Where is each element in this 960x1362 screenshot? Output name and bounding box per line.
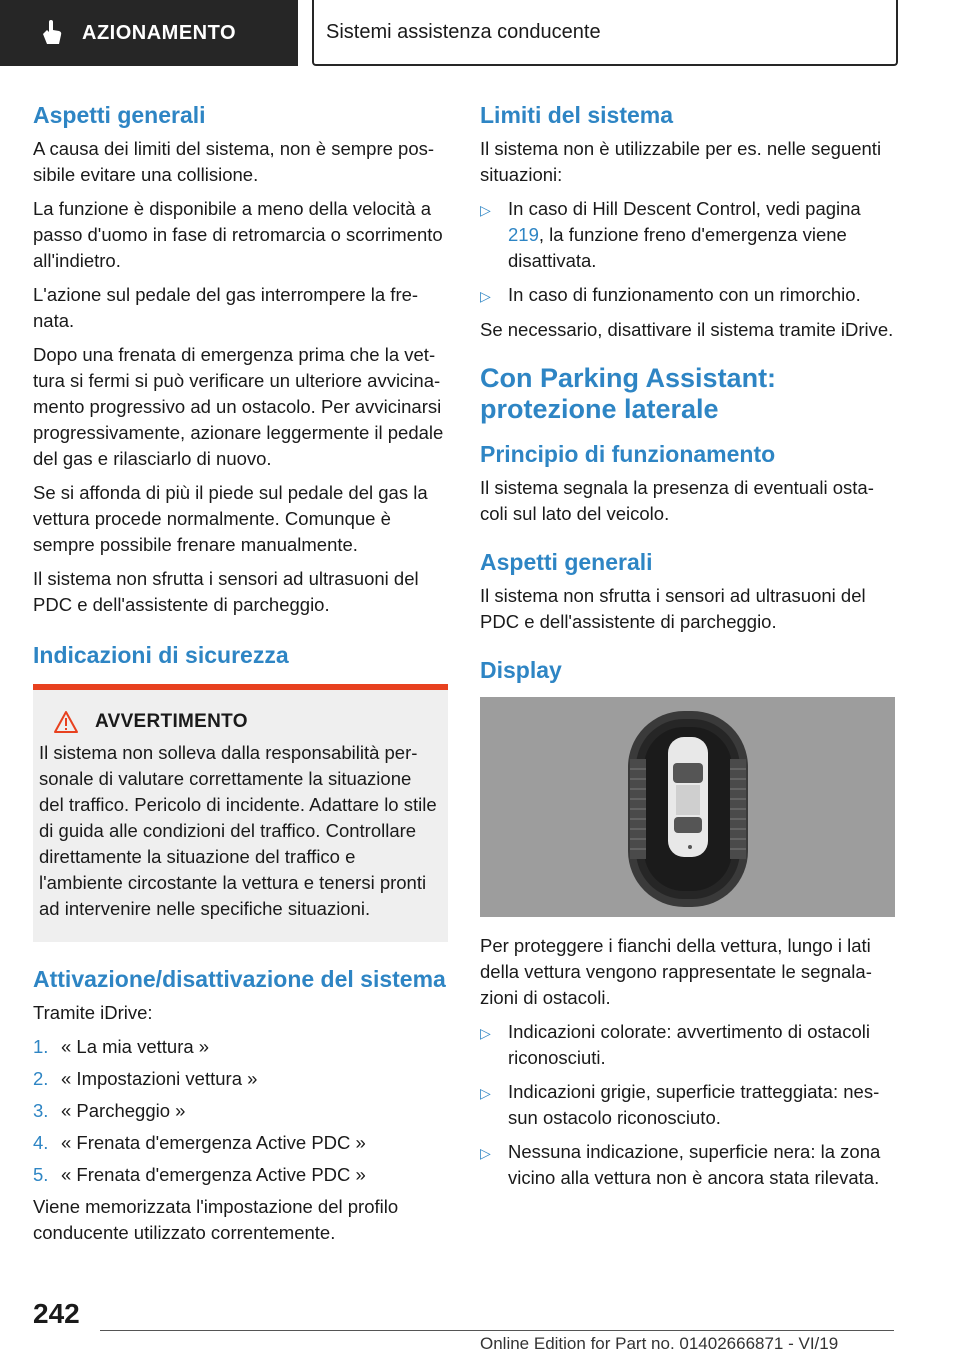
paragraph: Viene memorizzata l'impostazione del profilo conducente utilizzato correntemente. [33,1196,399,1243]
list-item [480,1019,895,1071]
heading-general-2: Aspetti generali [480,549,653,575]
list-item [480,196,895,274]
warning-title: AVVERTIMENTO [95,711,248,732]
triangle-bullet-icon: ▷ [480,1085,491,1101]
heading-general: Aspetti generali [33,102,206,128]
step-number: 4. [33,1132,49,1153]
page-number: 242 [33,1298,80,1329]
list-item [33,1130,448,1156]
text-fragment: , la funzione freno d'emergenza viene disattivata. [508,224,847,271]
paragraph: Il sistema non sfrutta i sensori ad ultrasuoni del PDC e dell'assistente di parcheggio. [480,585,866,632]
list-item-text: Nessuna indicazione, superficie nera: la zona vicino alla vettura non è ancora stata rilevata. [508,1141,881,1188]
paragraph: La funzione è disponibile a meno della velocità a passo d'uomo in fase di retromarcia o scorrimento all'indietro. [33,198,443,271]
list-item [480,1079,895,1131]
triangle-bullet-icon: ▷ [480,202,491,218]
section-title: Sistemi assistenza conducente [326,20,601,43]
paragraph: Se si affonda di più il piede sul pedale del gas la vettura procede normalmente. Comunque è sempre possibile frenare manualmente. [33,482,428,555]
activation-intro: Tramite iDrive: [33,1002,153,1023]
text-fragment: In caso di Hill Descent Control, vedi pagina [508,198,861,219]
list-item [33,1162,448,1188]
list-item [33,1066,448,1092]
heading-activation: Attivazione/disattivazione del sistema [33,966,446,992]
paragraph: Il sistema non sfrutta i sensori ad ultrasuoni del PDC e dell'assistente di parcheggio. [33,568,419,615]
list-item [480,282,895,309]
warning-triangle-icon [53,710,79,734]
step-number: 2. [33,1068,49,1089]
list-item-text [508,196,895,274]
heading-safety: Indicazioni di sicurezza [33,642,289,668]
heading-parking: Con Parking Assistant: protezione laterale [480,363,777,424]
paragraph: Per proteggere i fianchi della vettura, lungo i lati della vettura vengono rappresentate le segnalazioni di ostacoli. [480,935,872,1008]
list-item-text: Indicazioni colorate: avvertimento di ostacoli riconosciuti. [508,1021,870,1068]
warning-text: Il sistema non solleva dalla responsabilità personale di valutare correttamente la situazione del traffico. Pericolo di incidente. Adattare lo stile di guida alle condizioni del traffico. Controllare direttamente la situazione del traffico e l'ambiente circostante la vettura e tenersi pronti ad intervenire nelle specifiche situazioni. [39,742,437,919]
heading-display: Display [480,657,562,683]
paragraph: Se necessario, disattivare il sistema tramite iDrive. [480,319,894,340]
chapter-tab [0,0,298,66]
activation-steps [33,1034,448,1188]
list-item [480,1139,895,1191]
paragraph: Il sistema segnala la presenza di eventuali ostacoli sul lato del veicolo. [480,477,874,524]
triangle-bullet-icon: ▷ [480,1145,491,1161]
step-text: « Frenata d'emergenza Active PDC » [61,1132,366,1153]
limits-list [480,196,895,309]
page-header [0,0,960,66]
section-title-box [312,0,898,66]
steering-hand-icon [32,13,72,53]
heading-limits: Limiti del sistema [480,102,674,128]
list-item [33,1034,448,1060]
step-text: « Impostazioni vettura » [61,1068,258,1089]
edition-text: Online Edition for Part no. 01402666871 - VI/19 [480,1334,839,1353]
warning-box [33,684,448,942]
step-text: « La mia vettura » [61,1036,210,1057]
side-protection-display-image [480,697,895,917]
triangle-bullet-icon: ▷ [480,288,491,304]
warning-header [39,710,438,734]
right-column [480,100,895,1199]
step-text: « Frenata d'emergenza Active PDC » [61,1164,366,1185]
triangle-bullet-icon: ▷ [480,1025,491,1041]
step-number: 1. [33,1036,49,1057]
display-list [480,1019,895,1191]
paragraph: L'azione sul pedale del gas interrompere la frenata. [33,284,419,331]
paragraph: A causa dei limiti del sistema, non è sempre possibile evitare una collisione. [33,138,435,185]
step-number: 3. [33,1100,49,1121]
list-item-text: Indicazioni grigie, superficie tratteggiata: nessun ostacolo riconosciuto. [508,1081,880,1128]
heading-principle: Principio di funzionamento [480,441,776,467]
left-column [33,100,448,1254]
list-item-text: In caso di funzionamento con un rimorchio. [508,284,861,305]
paragraph: Dopo una frenata di emergenza prima che la vettura si fermi si può verificare un ulteriore avvicinamento progressivo ad un ostacolo. Per avvicinarsi progressivamente, azionare leggermente il pedale del gas e rilasciarlo di nuovo. [33,344,444,469]
step-number: 5. [33,1164,49,1185]
list-item [33,1098,448,1124]
page-link[interactable]: 219 [508,224,539,245]
step-text: « Parcheggio » [61,1100,186,1121]
chapter-label: AZIONAMENTO [82,21,237,44]
footer-divider [100,1330,894,1331]
paragraph: Il sistema non è utilizzabile per es. nelle seguenti situazioni: [480,138,882,185]
